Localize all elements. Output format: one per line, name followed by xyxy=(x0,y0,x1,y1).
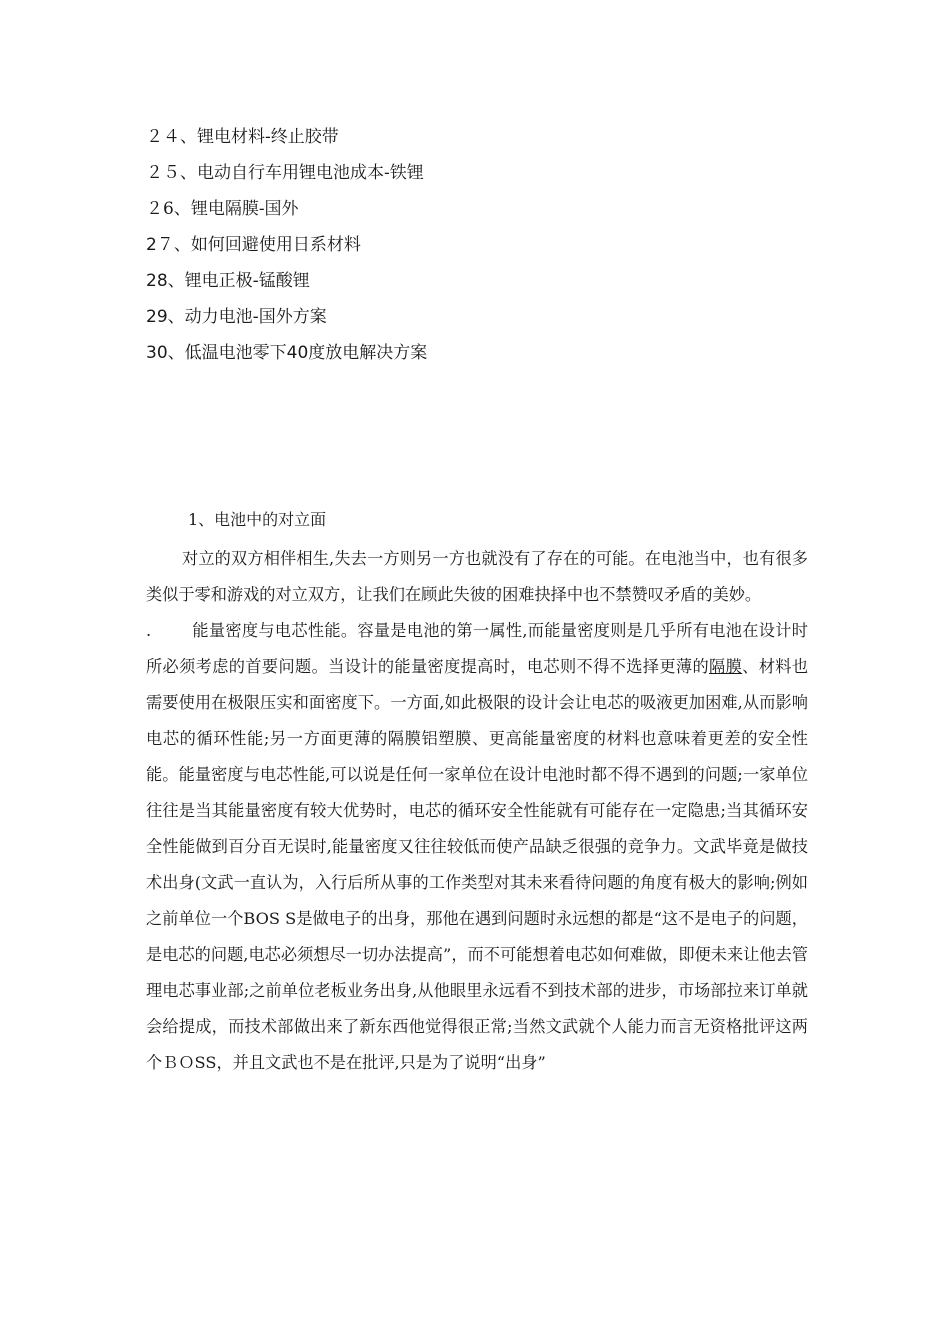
separator-link[interactable]: 隔膜 xyxy=(709,657,743,676)
toc-item-25: ２５、电动自行车用锂电池成本-铁锂 xyxy=(146,163,424,183)
bullet-marker: . xyxy=(146,621,152,640)
section-body xyxy=(146,505,808,1081)
toc-item-27: 2７、如何回避使用日系材料 xyxy=(146,235,361,255)
toc-item-30: 30、低温电池零下40度放电解决方案 xyxy=(146,343,428,363)
paragraph-text-rest: 、材料也需要使用在极限压实和面密度下。一方面,如此极限的设计会让电芯的吸液更加困难,从而影响电芯的循环性能;另一方面更薄的隔膜铝塑膜、更高能量密度的材料也意味着更差的安全性能。能量密度与电芯性能,可以说是任何一家单位在设计电池时都不得不遇到的问题;一家单位往往是当其能量密度有较大优势时，电芯的循环安全性能就有可能存在一定隐患;当其循环安全性能做到百分百无误时,能量密度又往往较低而使产品缺乏很强的竞争力。文武毕竟是做技术出身(文武一直认为，入行后所从事的工作类型对其未来看待问题的角度有极大的影响;例如之前单位一个BOS S是做电子的出身，那他在遇到问题时永远想的都是“这不是电子的问题，是电芯的问题,电芯必须想尽一切办法提高”，而不可能想着电芯如何难做，即便未来让他去管理电芯事业部;之前单位老板业务出身,从他眼里永远看不到技术部的进步，市场部拉来订单就会给提成，而技术部做出来了新东西他觉得很正常;当然文武就个人能力而言无资格批评这两个ＢＯSS，并且文武也不是在批评,只是为了说明“出身” xyxy=(146,657,809,1072)
section-heading: 1、电池中的对立面 xyxy=(188,510,327,529)
toc-item-24: ２４、锂电材料-终止胶带 xyxy=(146,127,339,147)
table-of-contents xyxy=(146,122,846,374)
paragraph-text-start: 能量密度与电芯性能。容量是电池的第一属性,而能量密度则是几乎所有电池在设计时所必须考虑的首要问题。当设计的能量密度提高时，电芯则不得不选择更薄的 xyxy=(146,621,808,676)
intro-paragraph: 对立的双方相伴相生,失去一方则另一方也就没有了存在的可能。在电池当中，也有很多类似于零和游戏的对立双方，让我们在顾此失彼的困难抉择中也不禁赞叹矛盾的美妙。 xyxy=(146,549,808,604)
toc-item-26: ２6、锂电隔膜-国外 xyxy=(146,199,299,219)
main-paragraph xyxy=(146,613,808,1081)
toc-item-28: 28、锂电正极-锰酸锂 xyxy=(146,271,310,291)
toc-item-29: 29、动力电池-国外方案 xyxy=(146,307,327,327)
